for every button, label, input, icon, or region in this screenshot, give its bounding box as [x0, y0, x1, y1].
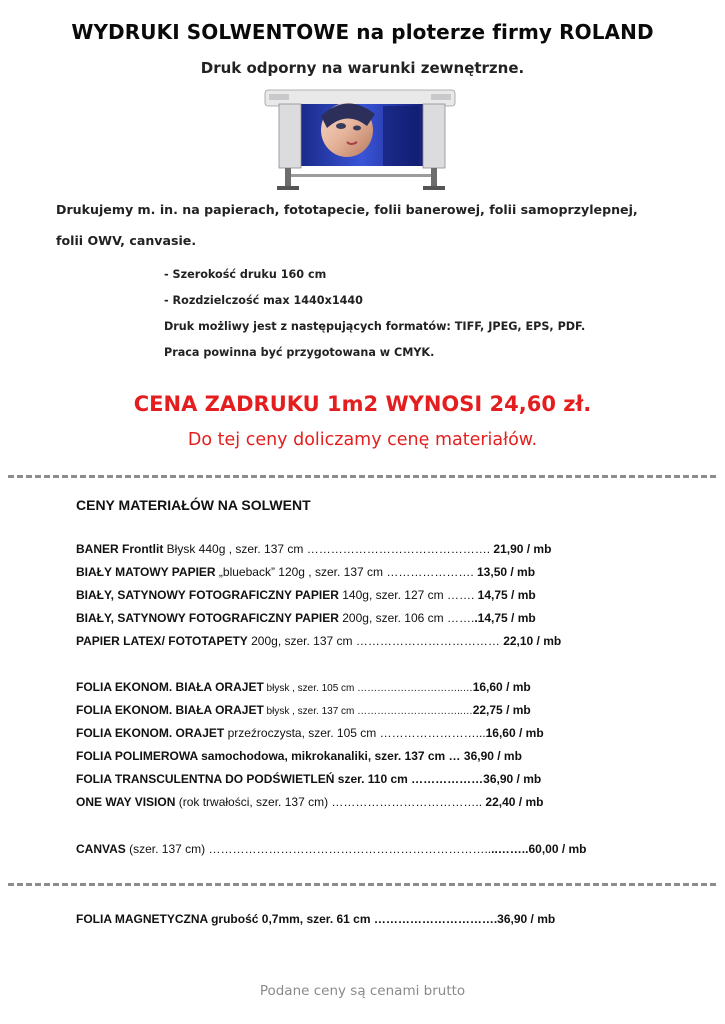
price-note: Do tej ceny doliczamy cenę materiałów. — [187, 430, 538, 450]
page-title: WYDRUKI SOLWENTOWE na ploterze firmy ROLAND — [71, 20, 654, 44]
material-name: FOLIA MAGNETYCZNA grubość 0,7mm, szer. 61 cm ………………………… — [76, 912, 494, 926]
material-row-canvas — [76, 842, 587, 856]
material-row-magnetic — [76, 912, 555, 926]
material-name: BIAŁY, SATYNOWY FOTOGRAFICZNY PAPIER — [76, 588, 339, 602]
material-price: 16,60 / mb — [472, 680, 531, 694]
material-price: 22,10 / mb — [499, 634, 562, 648]
material-price: .36,90 / mb — [493, 912, 556, 926]
material-price: 36,90 / mb — [460, 749, 522, 763]
material-price: 22,40 / mb — [482, 795, 544, 809]
material-row — [76, 542, 551, 556]
material-row — [76, 611, 536, 625]
material-price: 14,75 / mb — [474, 588, 536, 602]
material-row — [76, 565, 535, 579]
spec-width: - Szerokość druku 160 cm — [164, 268, 327, 281]
material-detail: błysk , szer. 137 cm …………………………..… — [263, 706, 473, 717]
printer-plotter-image — [255, 86, 465, 194]
intro-line-1: Drukujemy m. in. na papierach, fototapecie, folii banerowej, folii samoprzylepnej, — [56, 202, 638, 217]
material-name: ONE WAY VISION — [76, 795, 176, 809]
material-detail: 200g, szer. 106 cm ……. — [338, 611, 475, 625]
material-name: FOLIA EKONOM. BIAŁA ORAJET — [76, 703, 264, 717]
material-row — [76, 795, 543, 809]
section-divider — [8, 475, 716, 478]
material-price: 36,90 / mb — [483, 772, 542, 786]
material-name: BIAŁY, SATYNOWY FOTOGRAFICZNY PAPIER — [76, 611, 339, 625]
material-row — [76, 749, 522, 763]
spec-formats: Druk możliwy jest z następujących formatów: TIFF, JPEG, EPS, PDF. — [164, 320, 586, 333]
material-detail: 200g, szer. 137 cm ……………………………… — [247, 634, 500, 648]
spec-cmyk: Praca powinna być przygotowana w CMYK. — [164, 346, 435, 359]
spec-resolution: - Rozdzielczość max 1440x1440 — [164, 294, 363, 307]
material-price: ..……..60,00 / mb — [491, 842, 587, 856]
material-price: 21,90 / mb — [490, 542, 552, 556]
material-row — [76, 772, 541, 786]
materials-heading: CENY MATERIAŁÓW NA SOLWENT — [76, 497, 311, 513]
material-name: FOLIA TRANSCULENTNA DO PODŚWIETLEŃ szer. 110 cm ……………… — [76, 772, 484, 786]
intro-line-2: folii OWV, canvasie. — [56, 233, 197, 248]
material-detail: Błysk 440g , szer. 137 cm ………………………………………. — [163, 542, 491, 556]
material-detail: błysk , szer. 105 cm …………………………..… — [263, 683, 473, 694]
material-name: FOLIA EKONOM. BIAŁA ORAJET — [76, 680, 264, 694]
material-name: PAPIER LATEX/ FOTOTAPETY — [76, 634, 248, 648]
material-detail: przeźroczysta, szer. 105 cm ……………………... — [224, 726, 486, 740]
material-detail: „blueback” 120g , szer. 137 cm …………………. — [215, 565, 474, 579]
material-row — [76, 634, 561, 648]
material-row — [76, 703, 531, 717]
material-name: BIAŁY MATOWY PAPIER — [76, 565, 216, 579]
material-name: FOLIA POLIMEROWA samochodowa, mikrokanaliki, szer. 137 cm … — [76, 749, 461, 763]
material-price: 13,50 / mb — [473, 565, 536, 579]
page-subtitle: Druk odporny na warunki zewnętrzne. — [200, 59, 525, 77]
material-price: .14,75 / mb — [474, 611, 536, 625]
material-price: 16,60 / mb — [485, 726, 544, 740]
material-row — [76, 680, 531, 694]
material-price: 22,75 / mb — [472, 703, 531, 717]
material-detail: (rok trwałości, szer. 137 cm) ……………………………….. — [175, 795, 483, 809]
section-divider — [8, 883, 716, 886]
material-row — [76, 588, 536, 602]
material-name: CANVAS — [76, 842, 126, 856]
material-name: FOLIA EKONOM. ORAJET — [76, 726, 225, 740]
price-headline: CENA ZADRUKU 1m2 WYNOSI 24,60 zł. — [133, 392, 592, 416]
material-name: BANER Frontlit — [76, 542, 164, 556]
material-row — [76, 726, 544, 740]
material-detail: 140g, szer. 127 cm ……. — [338, 588, 475, 602]
material-detail: (szer. 137 cm) …………………………………………………………….. — [125, 842, 492, 856]
footer-note: Podane ceny są cenami brutto — [259, 983, 466, 999]
